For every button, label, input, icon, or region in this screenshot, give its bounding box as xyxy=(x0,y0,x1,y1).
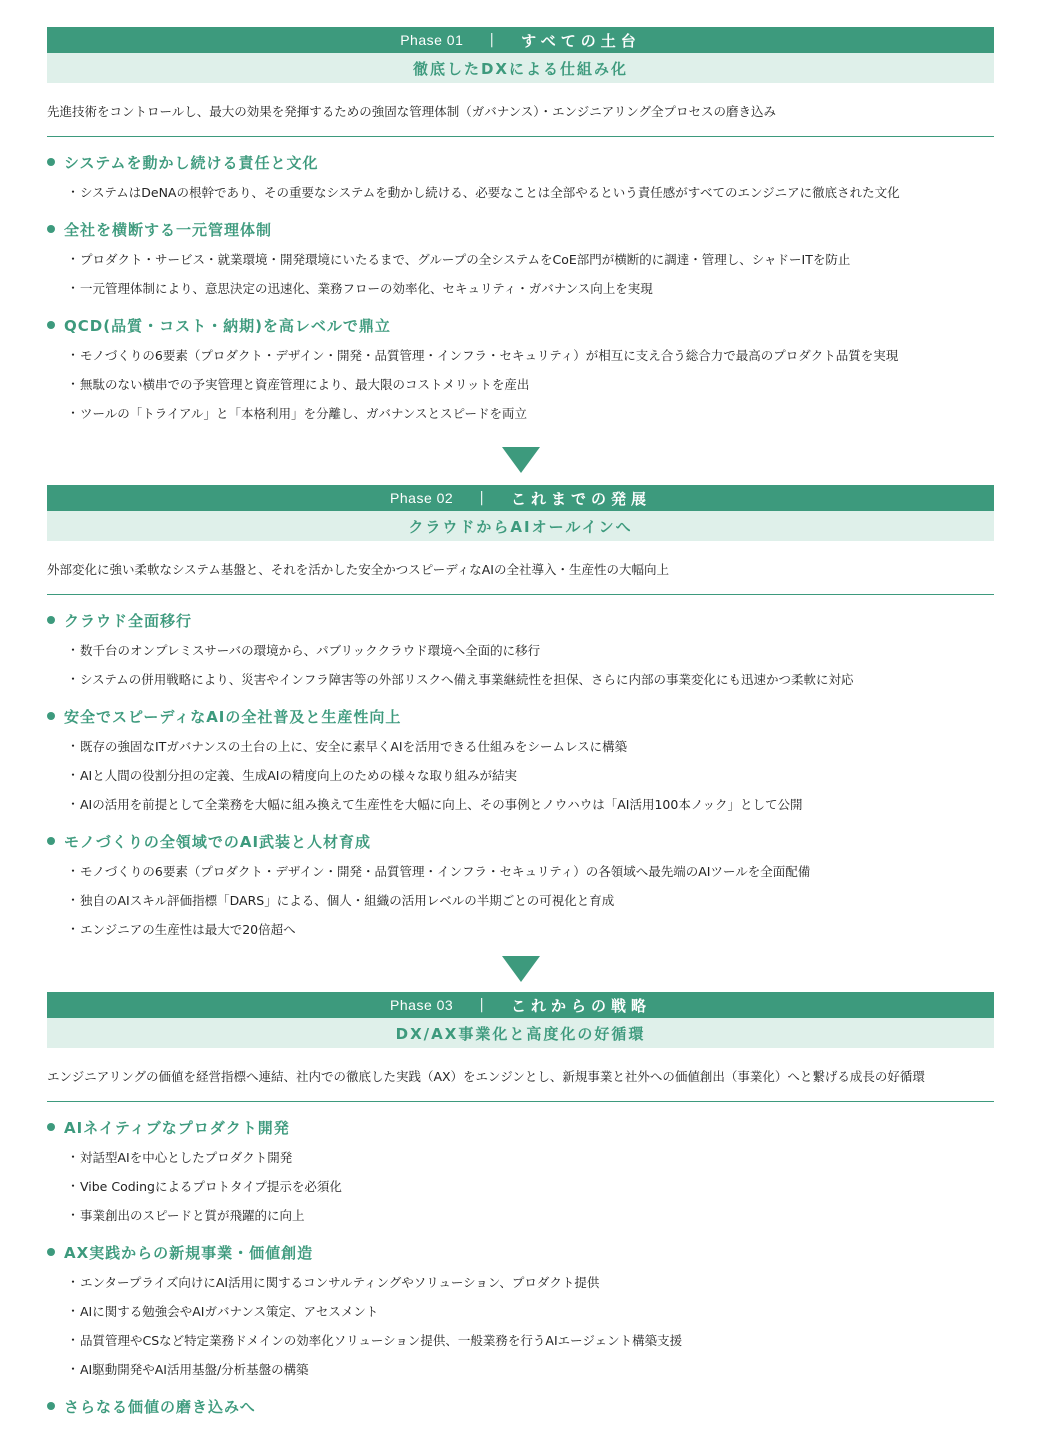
list-item-text: 品質管理やCSなど特定業務ドメインの効率化ソリューション提供、一般業務を行うAIエージェント構築支援 xyxy=(80,1332,683,1348)
topic-items xyxy=(47,731,994,818)
bullet-mark: ・ xyxy=(67,739,80,753)
phase-header xyxy=(47,27,994,53)
phase-section xyxy=(47,485,994,943)
phase-header xyxy=(47,992,994,1018)
list-item-text: 数千台のオンプレミスサーバの環境から、パブリッククラウド環境へ全面的に移行 xyxy=(80,642,541,658)
topic-title xyxy=(47,218,994,240)
phase-arrow xyxy=(47,956,994,982)
phase-title: これまでの発展 xyxy=(510,489,651,508)
list-item-text: 無駄のない横串での予実管理と資産管理により、最大限のコストメリットを産出 xyxy=(80,376,530,392)
topic-group xyxy=(47,151,994,206)
phase-arrow xyxy=(47,447,994,473)
list-item-text: モノづくりの6要素（プロダクト・デザイン・開発・品質管理・インフラ・セキュリティ）の各領域へ最先端のAIツールを全面配備 xyxy=(80,863,811,879)
topic-items xyxy=(47,1267,994,1383)
bullet-mark: ・ xyxy=(67,281,80,295)
topic-title-text: QCD(品質・コスト・納期)を高レベルで鼎立 xyxy=(64,316,391,335)
list-item-text: 独自のAIスキル評価指標「DARS」による、個人・組織の活用レベルの半期ごとの可視化と育成 xyxy=(80,892,615,908)
topic-title xyxy=(47,314,994,336)
list-item xyxy=(47,856,994,885)
bullet-dot-icon xyxy=(47,321,55,329)
list-item xyxy=(47,1171,994,1200)
topic-group xyxy=(47,705,994,818)
bullet-mark: ・ xyxy=(67,1275,80,1289)
list-item-text: エンジニアの生産性は最大で20倍超へ xyxy=(80,921,296,937)
list-item-text: モノづくりの6要素（プロダクト・デザイン・開発・品質管理・インフラ・セキュリティ）が相互に支え合う総合力で最高のプロダクト品質を実現 xyxy=(80,347,899,363)
phase-header xyxy=(47,485,994,511)
phase-section xyxy=(47,27,994,427)
bullet-dot-icon xyxy=(47,712,55,720)
topic-title-text: AIネイティブなプロダクト開発 xyxy=(64,1118,290,1137)
list-item-text: AI駆動開発やAI活用基盤/分析基盤の構築 xyxy=(80,1361,309,1377)
phase-number: Phase 03 xyxy=(390,997,454,1013)
list-item xyxy=(47,635,994,664)
topic-group xyxy=(47,1116,994,1229)
topic-group xyxy=(47,1395,994,1417)
topic-title xyxy=(47,151,994,173)
list-item xyxy=(47,177,994,206)
bullet-mark: ・ xyxy=(67,1208,80,1222)
topic-items xyxy=(47,244,994,302)
topic-title-text: AX実践からの新規事業・価値創造 xyxy=(64,1243,314,1262)
bullet-mark: ・ xyxy=(67,406,80,420)
phase-groups xyxy=(47,595,994,943)
bullet-mark: ・ xyxy=(67,768,80,782)
phase-number: Phase 01 xyxy=(400,32,464,48)
bullet-mark: ・ xyxy=(67,1304,80,1318)
bullet-dot-icon xyxy=(47,1123,55,1131)
topic-items xyxy=(47,340,994,427)
phase-groups xyxy=(47,137,994,427)
topic-title xyxy=(47,1241,994,1263)
list-item xyxy=(47,789,994,818)
list-item-text: プロダクト・サービス・就業環境・開発環境にいたるまで、グループの全システムをCoE部門が横断的に調達・管理し、シャドーITを防止 xyxy=(80,251,851,267)
topic-title-text: さらなる価値の磨き込みへ xyxy=(64,1397,256,1416)
topic-title-text: 安全でスピーディなAIの全社普及と生産性向上 xyxy=(64,707,402,726)
bullet-mark: ・ xyxy=(67,185,80,199)
topic-title-text: システムを動かし続ける責任と文化 xyxy=(64,153,319,172)
topic-title-text: クラウド全面移行 xyxy=(64,611,193,630)
phase-roadmap xyxy=(47,27,994,1429)
list-item xyxy=(47,1354,994,1383)
topic-items xyxy=(47,635,994,693)
list-item xyxy=(47,760,994,789)
list-item xyxy=(47,273,994,302)
topic-title xyxy=(47,1395,994,1417)
topic-title xyxy=(47,1116,994,1138)
down-arrow-icon xyxy=(502,956,540,982)
list-item xyxy=(47,914,994,943)
list-item-text: AIと人間の役割分担の定義、生成AIの精度向上のための様々な取り組みが結実 xyxy=(80,767,517,783)
phase-summary: 外部変化に強い柔軟なシステム基盤と、それを活かした安全かつスピーディなAIの全社導入・生産性の大幅向上 xyxy=(47,541,994,595)
bullet-mark: ・ xyxy=(67,797,80,811)
bullet-mark: ・ xyxy=(67,643,80,657)
list-item xyxy=(47,340,994,369)
bullet-dot-icon xyxy=(47,616,55,624)
phase-separator: | xyxy=(479,997,485,1013)
bullet-mark: ・ xyxy=(67,252,80,266)
phase-subtitle: クラウドからAIオールインへ xyxy=(47,511,994,541)
phase-summary: 先進技術をコントロールし、最大の効果を発揮するための強固な管理体制（ガバナンス）・エンジニアリング全プロセスの磨き込み xyxy=(47,83,994,137)
list-item-text: ツールの「トライアル」と「本格利用」を分離し、ガバナンスとスピードを両立 xyxy=(80,405,528,421)
phase-subtitle: 徹底したDXによる仕組み化 xyxy=(47,53,994,83)
list-item xyxy=(47,398,994,427)
list-item xyxy=(47,1325,994,1354)
list-item xyxy=(47,244,994,273)
bullet-mark: ・ xyxy=(67,672,80,686)
bullet-dot-icon xyxy=(47,225,55,233)
list-item-text: 既存の強固なITガバナンスの土台の上に、安全に素早くAIを活用できる仕組みをシームレスに構築 xyxy=(80,738,628,754)
bullet-mark: ・ xyxy=(67,1362,80,1376)
list-item-text: AIの活用を前提として全業務を大幅に組み換えて生産性を大幅に向上、その事例とノウハウは「AI活用100本ノック」として公開 xyxy=(80,796,803,812)
list-item xyxy=(47,731,994,760)
phase-subtitle: DX/AX事業化と高度化の好循環 xyxy=(47,1018,994,1048)
bullet-mark: ・ xyxy=(67,377,80,391)
phase-number: Phase 02 xyxy=(390,490,454,506)
list-item-text: 対話型AIを中心としたプロダクト開発 xyxy=(80,1149,293,1165)
bullet-dot-icon xyxy=(47,158,55,166)
topic-items xyxy=(47,177,994,206)
bullet-dot-icon xyxy=(47,1248,55,1256)
list-item xyxy=(47,664,994,693)
topic-items xyxy=(47,1142,994,1229)
topic-group xyxy=(47,314,994,427)
phase-separator: | xyxy=(489,32,496,48)
bullet-mark: ・ xyxy=(67,1150,80,1164)
topic-title-text: モノづくりの全領域でのAI武装と人材育成 xyxy=(64,832,372,851)
list-item-text: システムはDeNAの根幹であり、その重要なシステムを動かし続ける、必要なことは全部やるという責任感がすべてのエンジニアに徹底された文化 xyxy=(80,184,900,200)
topic-title-text: 全社を横断する一元管理体制 xyxy=(64,220,273,239)
bullet-mark: ・ xyxy=(67,922,80,936)
list-item xyxy=(47,1200,994,1229)
bullet-mark: ・ xyxy=(67,864,80,878)
bullet-mark: ・ xyxy=(67,1333,80,1347)
phase-title: すべての土台 xyxy=(521,31,641,50)
phase-groups xyxy=(47,1102,994,1417)
list-item-text: 事業創出のスピードと質が飛躍的に向上 xyxy=(80,1207,305,1223)
bullet-mark: ・ xyxy=(67,348,80,362)
list-item-text: AIに関する勉強会やAIガバナンス策定、アセスメント xyxy=(80,1303,379,1319)
phase-section xyxy=(47,992,994,1417)
list-item xyxy=(47,1142,994,1171)
topic-group xyxy=(47,609,994,693)
list-item xyxy=(47,369,994,398)
bullet-mark: ・ xyxy=(67,893,80,907)
bullet-dot-icon xyxy=(47,1402,55,1410)
phase-separator: | xyxy=(479,490,485,506)
list-item-text: システムの併用戦略により、災害やインフラ障害等の外部リスクへ備え事業継続性を担保、さらに内部の事業変化にも迅速かつ柔軟に対応 xyxy=(80,671,854,687)
list-item-text: 一元管理体制により、意思決定の迅速化、業務フローの効率化、セキュリティ・ガバナンス向上を実現 xyxy=(80,280,653,296)
topic-group xyxy=(47,218,994,302)
topic-items xyxy=(47,856,994,943)
list-item xyxy=(47,1296,994,1325)
topic-title xyxy=(47,705,994,727)
down-arrow-icon xyxy=(502,447,540,473)
phase-summary: エンジニアリングの価値を経営指標へ連結、社内での徹底した実践（AX）をエンジンとし、新規事業と社外への価値創出（事業化）へと繋げる成長の好循環 xyxy=(47,1048,994,1102)
topic-title xyxy=(47,830,994,852)
bullet-dot-icon xyxy=(47,837,55,845)
topic-group xyxy=(47,1241,994,1383)
topic-title xyxy=(47,609,994,631)
topic-group xyxy=(47,830,994,943)
list-item-text: Vibe Codingによるプロトタイプ提示を必須化 xyxy=(80,1178,342,1194)
list-item xyxy=(47,885,994,914)
phase-title: これからの戦略 xyxy=(510,996,651,1015)
bullet-mark: ・ xyxy=(67,1179,80,1193)
list-item-text: エンタープライズ向けにAI活用に関するコンサルティングやソリューション、プロダクト提供 xyxy=(80,1274,600,1290)
list-item xyxy=(47,1267,994,1296)
